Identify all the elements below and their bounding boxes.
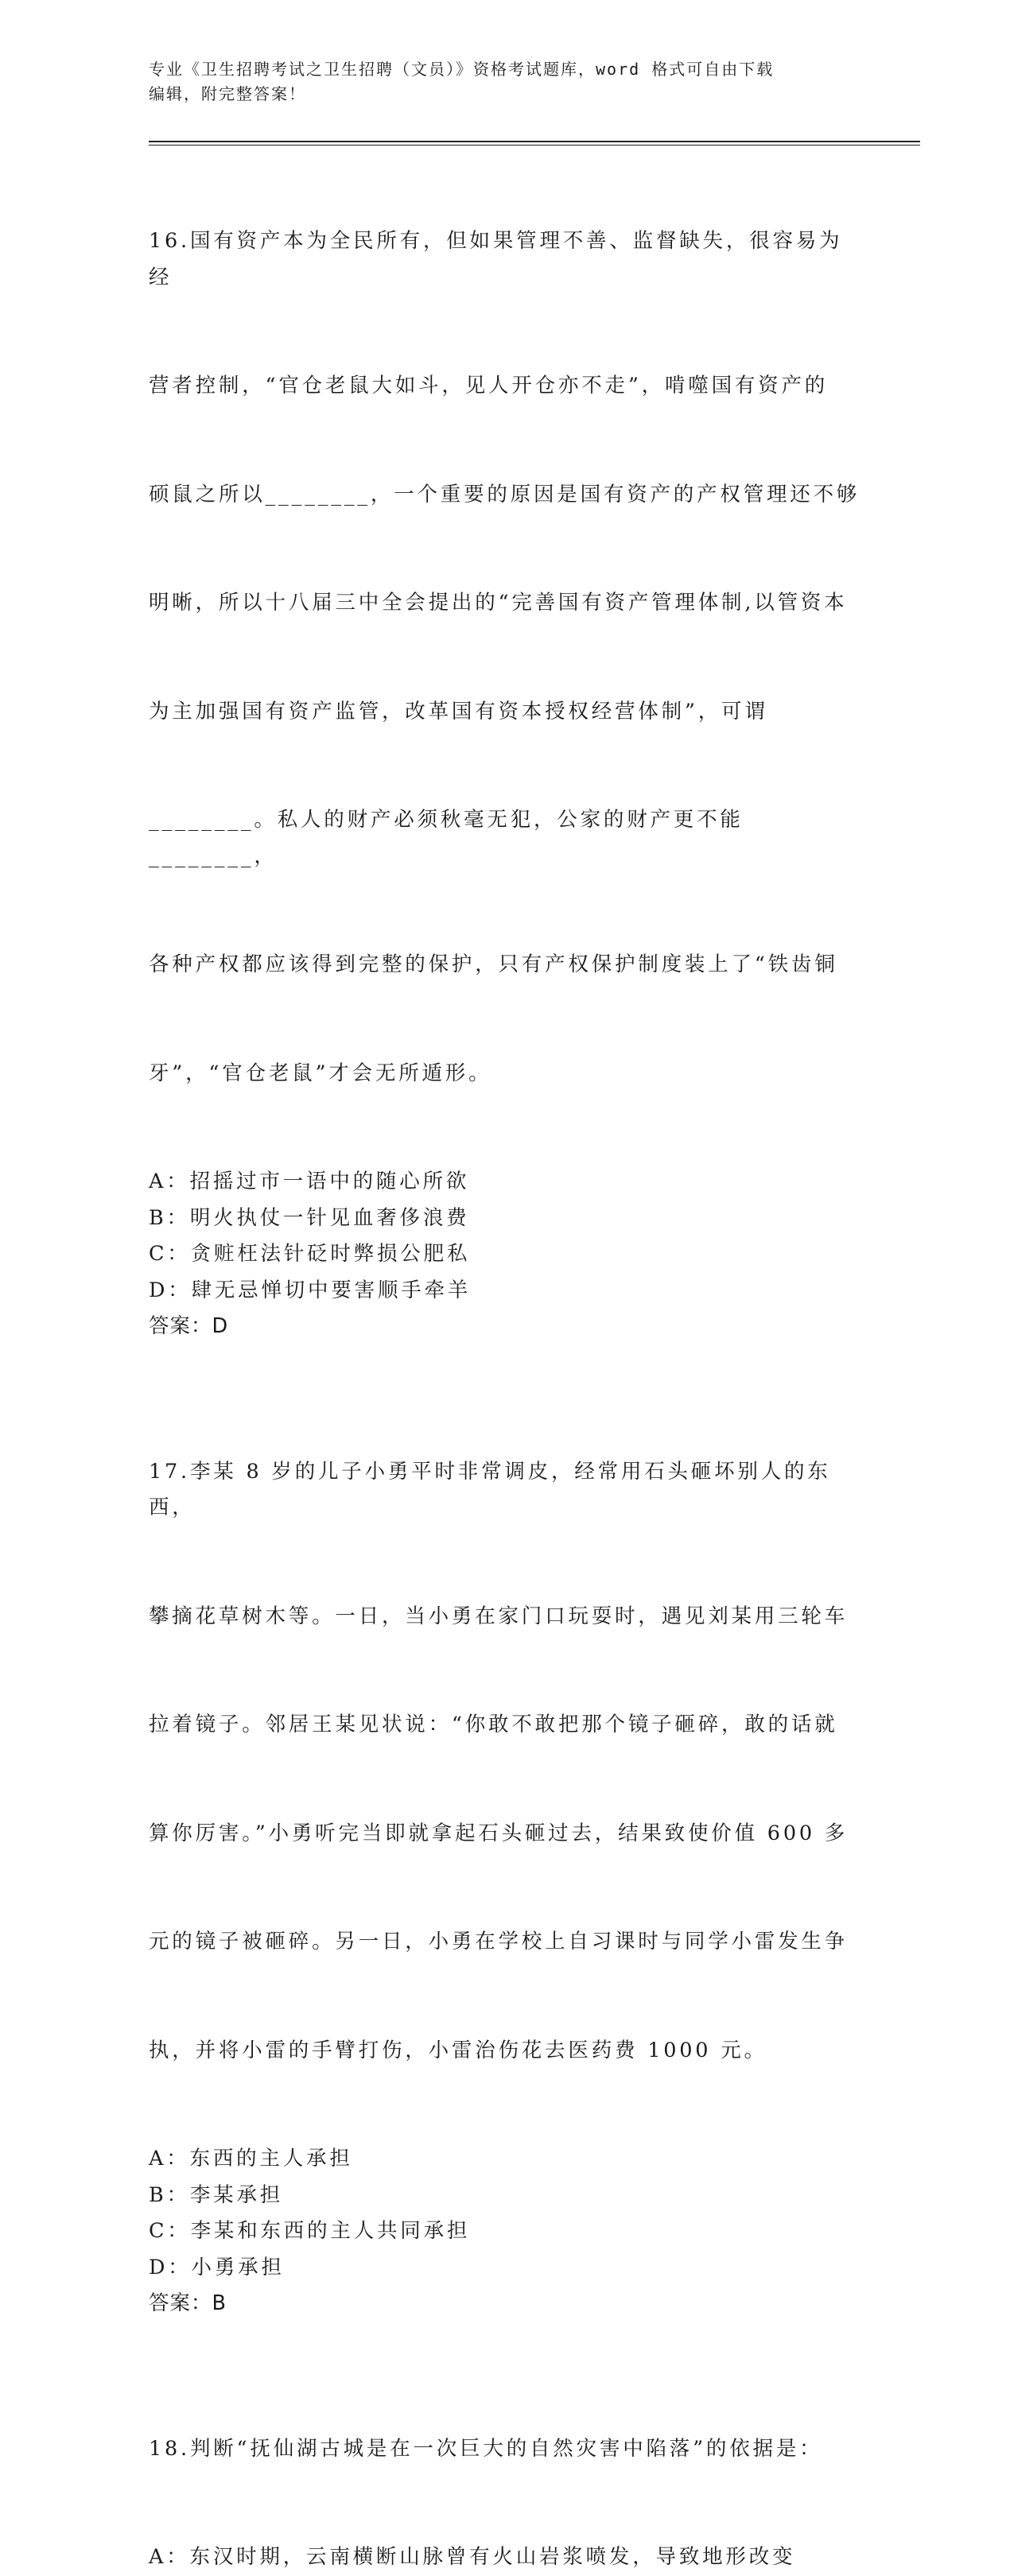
option-a: A：招摇过市一语中的随心所欲: [149, 1170, 470, 1193]
option-c: C：李某和东西的主人共同承担: [149, 2219, 471, 2243]
option-d: D：小勇承担: [149, 2255, 285, 2279]
page-header: [149, 57, 849, 107]
stem-line: ________。私人的财产必须秋毫无犯，公家的财产更不能________，: [149, 808, 744, 868]
stem-line: 明晰，所以十八届三中全会提出的“完善国有资产管理体制,以管资本: [149, 591, 848, 615]
stem-line: 硕鼠之所以________，一个重要的原因是国有资产的产权管理还不够: [149, 482, 861, 506]
header-line-1: 专业《卫生招聘考试之卫生招聘（文员）》资格考试题库，word 格式可自由下载: [149, 60, 775, 79]
stem-line: 拉着镜子。邻居王某见状说：“你敢不敢把那个镜子砸碎，敢的话就: [149, 1713, 838, 1736]
stem-line: 攀摘花草树木等。一日，当小勇在家门口玩耍时，遇见刘某用三轮车: [149, 1604, 849, 1628]
stem-line: 执，并将小雷的手臂打伤，小雷治伤花去医药费 1000 元。: [149, 2038, 767, 2062]
stem-line: 元的镜子被砸碎。另一日，小勇在学校上自习课时与同学小雷发生争: [149, 1930, 849, 1953]
question-17: [149, 1382, 864, 2322]
question-stem: [149, 1382, 864, 2142]
question-stem: [149, 2359, 864, 2540]
question-spacer: [149, 2322, 864, 2359]
question-spacer: [149, 1345, 864, 1382]
option-b: B：明火执仗一针见血奢侈浪费: [149, 1205, 470, 1230]
stem-line: 17.李某 8 岁的儿子小勇平时非常调皮，经常用石头砸坏别人的东西，: [149, 1459, 831, 1519]
stem-line: 各种产权都应该得到完整的保护，只有产权保护制度装上了“铁齿铜: [149, 952, 838, 976]
option-b: B：李某承担: [149, 2182, 284, 2207]
option-a: A：东西的主人承担: [149, 2147, 353, 2171]
answer-line: 答案：B: [149, 2291, 227, 2315]
answer-line: 答案：D: [149, 1314, 229, 1338]
stem-line: 为主加强国有资产监管，改革国有资本授权经营体制”，可谓: [149, 699, 768, 724]
stem-line: 18.判断“抚仙湖古城是在一次巨大的自然灾害中陷落”的依据是：: [149, 2436, 823, 2461]
question-list: [149, 151, 864, 2576]
stem-line: 营者控制，“官仓老鼠大如斗，见人开仓亦不走”，啃噬国有资产的: [149, 374, 829, 398]
question-16: [149, 151, 864, 1345]
header-divider-thick: [149, 141, 920, 142]
option-a: A：东汉时期，云南横断山脉曾有火山岩浆喷发，导致地形改变: [149, 2545, 796, 2569]
stem-line: 16.国有资产本为全民所有，但如果管理不善、监督缺失，很容易为经: [149, 229, 843, 289]
question-stem: [149, 151, 864, 1164]
stem-line: 算你厉害。”小勇听完当即就拿起石头砸过去，结果致使价值 600 多: [149, 1821, 849, 1845]
stem-line: 牙”，“官仓老鼠”才会无所遁形。: [149, 1061, 492, 1085]
option-c: C：贪赃枉法针砭时弊损公肥私: [149, 1242, 471, 1266]
header-line-2: 编辑，附完整答案！: [149, 84, 306, 103]
question-18: [149, 2359, 864, 2576]
option-d: D：肆无忌惮切中要害顺手牵羊: [149, 1278, 472, 1302]
